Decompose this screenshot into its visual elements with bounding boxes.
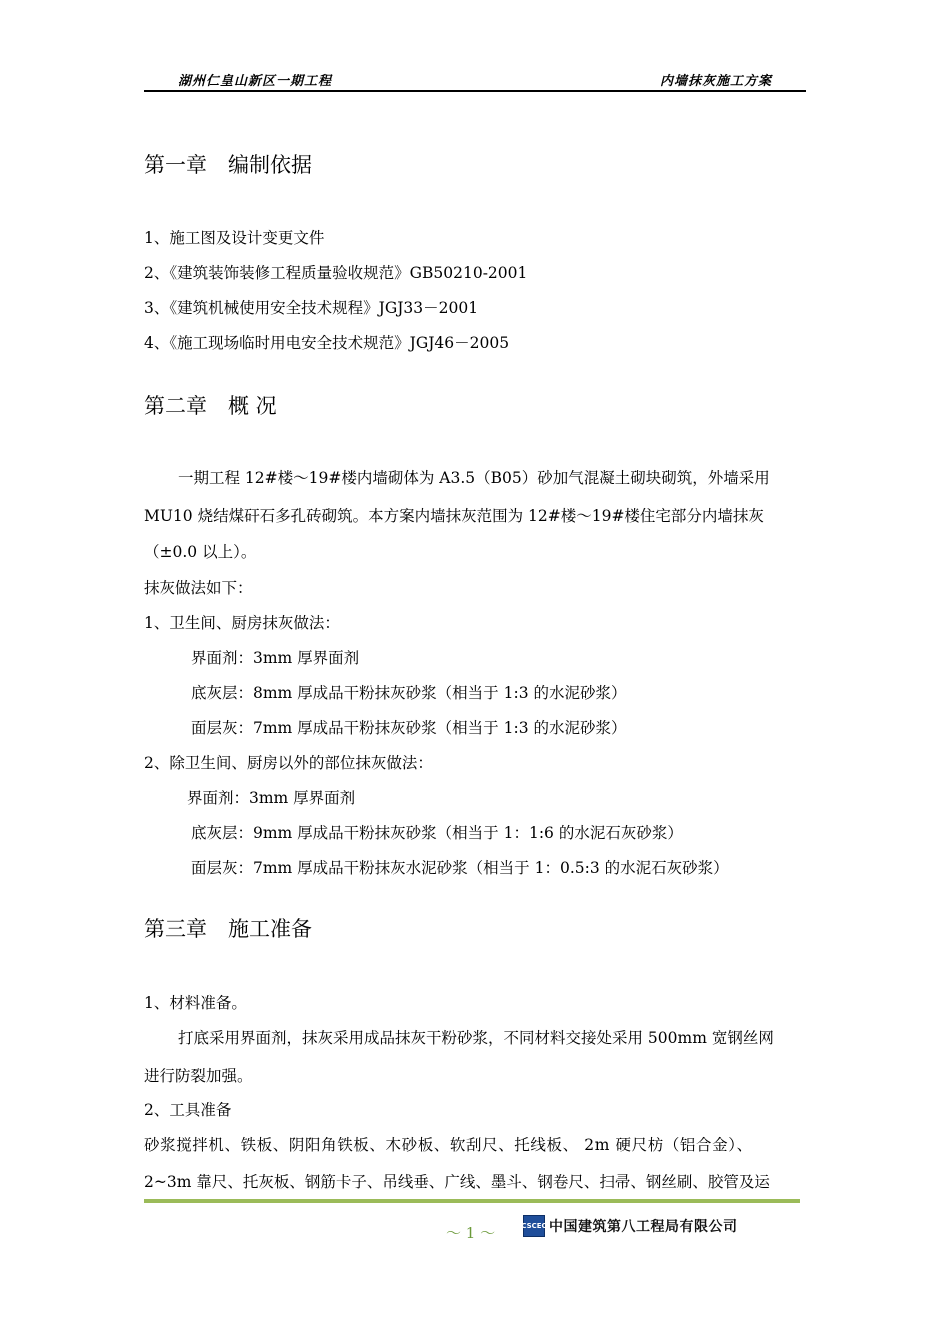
chapter-3-title: 第三章 施工准备 bbox=[144, 917, 312, 941]
ch3-item-2-title: 2、工具准备 bbox=[144, 1101, 232, 1119]
ch1-item-2: 2、《建筑装饰装修工程质量验收规范》GB50210-2001 bbox=[144, 264, 528, 282]
ch2-method-2-item-2: 底灰层：9mm 厚成品干粉抹灰砂浆（相当于 1：1:6 的水泥石灰砂浆） bbox=[191, 824, 683, 842]
company-signature bbox=[523, 1215, 738, 1237]
ch2-method-2-item-1: 界面剂：3mm 厚界面剂 bbox=[187, 789, 356, 807]
ch2-method-1-title: 1、卫生间、厨房抹灰做法： bbox=[144, 614, 340, 632]
ch3-item-1-para-line-1: 打底采用界面剂，抹灰采用成品抹灰干粉砂浆，不同材料交接处采用 500mm 宽钢丝网 bbox=[178, 1029, 774, 1047]
ch1-item-4: 4、《施工现场临时用电安全技术规范》JGJ46－2005 bbox=[144, 334, 510, 352]
footer-divider bbox=[144, 1199, 800, 1203]
ch2-methods-intro: 抹灰做法如下： bbox=[144, 579, 253, 597]
ch2-method-1-item-2: 底灰层：8mm 厚成品干粉抹灰砂浆（相当于 1:3 的水泥砂浆） bbox=[191, 684, 627, 702]
ch2-para-line-3: （±0.0 以上）。 bbox=[144, 543, 257, 561]
ch3-item-1-title: 1、材料准备。 bbox=[144, 994, 247, 1012]
ch2-method-1-item-1: 界面剂：3mm 厚界面剂 bbox=[191, 649, 360, 667]
ch2-method-1-item-3: 面层灰：7mm 厚成品干粉抹灰砂浆（相当于 1:3 的水泥砂浆） bbox=[191, 719, 627, 737]
ch3-item-2-para-line-2: 2~3m 靠尺、托灰板、钢筋卡子、吊线垂、广线、墨斗、钢卷尺、扫帚、钢丝刷、胶管及运 bbox=[144, 1173, 770, 1191]
ch3-item-1-para-line-2: 进行防裂加强。 bbox=[144, 1067, 253, 1085]
ch2-method-2-item-3: 面层灰：7mm 厚成品干粉抹灰水泥砂浆（相当于 1：0.5:3 的水泥石灰砂浆） bbox=[191, 859, 729, 877]
header-document-title: 内墙抹灰施工方案 bbox=[659, 74, 772, 89]
chapter-1-title: 第一章 编制依据 bbox=[144, 153, 312, 177]
page-number: ～ 1 ～ bbox=[446, 1224, 496, 1242]
page-header bbox=[144, 66, 806, 92]
ch2-method-2-title: 2、除卫生间、厨房以外的部位抹灰做法： bbox=[144, 754, 433, 772]
chapter-2-title: 第二章 概 况 bbox=[144, 394, 277, 418]
ch1-item-3: 3、《建筑机械使用安全技术规程》JGJ33－2001 bbox=[144, 299, 479, 317]
company-logo-icon: CSCEC bbox=[523, 1215, 545, 1237]
ch2-para-line-2: MU10 烧结煤矸石多孔砖砌筑。本方案内墙抹灰范围为 12#楼～19#楼住宅部分内墙抹灰 bbox=[144, 507, 764, 525]
ch3-item-2-para-line-1: 砂浆搅拌机、铁板、阴阳角铁板、木砂板、软刮尺、托线板、 2m 硬尺枋（铝合金）、 bbox=[144, 1136, 753, 1154]
company-name: 中国建筑第八工程局有限公司 bbox=[549, 1219, 738, 1235]
header-project-name: 湖州仁皇山新区一期工程 bbox=[178, 74, 333, 89]
ch2-para-line-1: 一期工程 12#楼～19#楼内墙砌体为 A3.5（B05）砂加气混凝土砌块砌筑，外墙采用 bbox=[178, 469, 770, 487]
ch1-item-1: 1、施工图及设计变更文件 bbox=[144, 229, 325, 247]
